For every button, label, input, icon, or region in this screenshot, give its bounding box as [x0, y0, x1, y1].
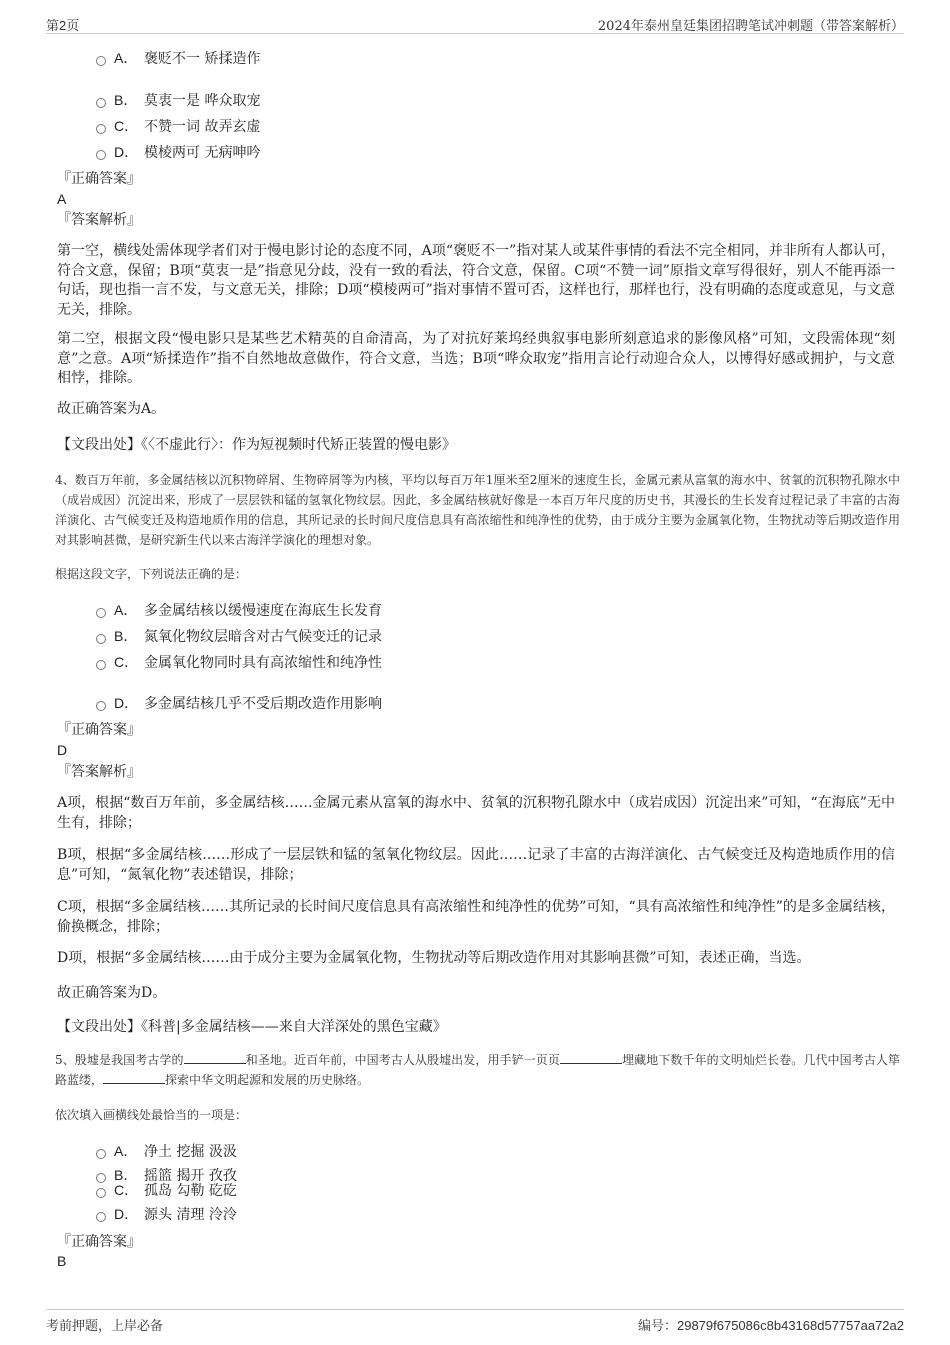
- radio-icon[interactable]: [96, 608, 106, 618]
- radio-icon[interactable]: [96, 1149, 106, 1159]
- option-letter: C．: [114, 118, 139, 134]
- option-letter: C．: [114, 1182, 139, 1198]
- question-4-stem: 根据这段文字，下列说法正确的是：: [55, 567, 248, 581]
- radio-icon[interactable]: [96, 124, 106, 134]
- option-letter: C．: [114, 654, 139, 670]
- option-text: 金属氧化物同时具有高浓缩性和纯净性: [144, 655, 382, 671]
- analysis-conclusion: 故正确答案为A。: [57, 401, 166, 417]
- analysis-paragraph: 第一空，横线处需体现学者们对于慢电影讨论的态度不同，A项“褒贬不一”指对某人或某件事情的看法不完全相同，并非所有人都认可，符合文意，保留；B项“莫衷一是”指意见分歧，没有一致的看法，符合文意，保留。C项“不赞一词”原指文章写得很好，别人不能再添一句话，现也指一言不发，与文意无关，排除；D项“模棱两可”指对事情不置可否，这样也行，那样也行，没有明确的态度或意见，与文意无关，排除。: [57, 243, 895, 318]
- radio-icon[interactable]: [96, 1188, 106, 1198]
- code-label: 编号：: [637, 1319, 677, 1334]
- option-letter: D．: [114, 1206, 139, 1222]
- option-text: 源头 清理 泠泠: [144, 1207, 237, 1223]
- correct-answer: A: [57, 191, 67, 207]
- option-letter: A．: [114, 50, 138, 66]
- option-letter: A．: [114, 1143, 138, 1159]
- option-letter: A．: [114, 602, 138, 618]
- option-4b[interactable]: [96, 627, 382, 646]
- option-text: 不赞一词 故弄玄虚: [144, 119, 261, 135]
- page-number: 第2页: [46, 18, 80, 33]
- answer-label: 『正确答案』: [57, 722, 141, 738]
- option-text: 摇篮 揭开 孜孜: [144, 1168, 237, 1184]
- document-title: 2024年泰州皇廷集团招聘笔试冲刺题（带答案解析）: [597, 19, 904, 34]
- option-letter: D．: [114, 695, 139, 711]
- page-footer: [46, 1309, 904, 1334]
- analysis-paragraph: C项，根据“多金属结核……其所记录的长时间尺度信息具有高浓缩性和纯净性的优势”可知，“具有高浓缩性和纯净性”的是多金属结核，偷换概念，排除；: [57, 899, 895, 935]
- code-value: 29879f675086c8b43168d57757aa72a2: [676, 1318, 904, 1333]
- fill-blank[interactable]: [103, 1071, 165, 1084]
- analysis-label: 『答案解析』: [57, 764, 141, 780]
- footer-slogan: 考前押题，上岸必备: [46, 1319, 164, 1334]
- question-5-stem: 依次填入画横线处最恰当的一项是：: [55, 1108, 248, 1122]
- option-letter: B．: [114, 92, 138, 108]
- option-4a[interactable]: [96, 601, 382, 620]
- analysis-label: 『答案解析』: [57, 212, 141, 228]
- source-citation: 【文段出处】《〈不虚此行〉：作为短视频时代矫正装置的慢电影》: [57, 437, 456, 453]
- option-text: 褒贬不一 矫揉造作: [144, 51, 261, 67]
- radio-icon[interactable]: [96, 98, 106, 108]
- question-5-part: 埋藏地下数千年的文明灿烂长卷。几代中国考古人筚路蓝缕，: [55, 1053, 900, 1087]
- analysis-paragraph: D项，根据“多金属结核……由于成分主要为金属氧化物，生物扰动等后期改造作用对其影响甚微”可知，表述正确，当选。: [57, 950, 811, 966]
- radio-icon[interactable]: [96, 150, 106, 160]
- option-5c[interactable]: [96, 1181, 237, 1200]
- question-5-part: 和圣地。近百年前，中国考古人从殷墟出发，用手铲一页页: [245, 1053, 560, 1067]
- fill-blank[interactable]: [560, 1051, 622, 1064]
- radio-icon[interactable]: [96, 660, 106, 670]
- radio-icon[interactable]: [96, 56, 106, 66]
- analysis-conclusion: 故正确答案为D。: [57, 985, 167, 1001]
- option-text: 孤岛 勾勒 矻矻: [144, 1183, 237, 1199]
- option-5a[interactable]: [96, 1142, 237, 1161]
- radio-icon[interactable]: [96, 634, 106, 644]
- question-5-text: [55, 1050, 900, 1090]
- option-4d[interactable]: [96, 694, 382, 713]
- fill-blank[interactable]: [184, 1051, 246, 1064]
- source-citation: 【文段出处】《科普|多金属结核——来自大洋深处的黑色宝藏》: [57, 1019, 447, 1035]
- document-code: [638, 1315, 904, 1334]
- option-letter: D．: [114, 144, 139, 160]
- question-5-part: 5、殷墟是我国考古学的: [55, 1053, 184, 1067]
- answer-label: 『正确答案』: [57, 171, 141, 187]
- question-4-text: 4、数百万年前，多金属结核以沉积物碎屑、生物碎屑等为内核，平均以每百万年1厘米至2厘米的速度生长，金属元素从富氧的海水中、贫氧的沉积物孔隙水中（成岩成因）沉淀出来，形成了一层层铁和锰的氢氧化物纹层。因此，多金属结核就好像是一本百万年尺度的历史书，其漫长的生长发育过程记录了丰富的古海洋演化、古气候变迁及构造地质作用的信息，其所记录的长时间尺度信息具有高浓缩性和纯净性的优势，由于成分主要为金属氧化物，生物扰动等后期改造作用对其影响甚微，是研究新生代以来古海洋学演化的理想对象。: [55, 473, 900, 547]
- option-3b[interactable]: [96, 91, 260, 110]
- option-text: 模棱两可 无病呻吟: [144, 145, 261, 161]
- option-3c[interactable]: [96, 117, 260, 136]
- analysis-paragraph: B项，根据“多金属结核……形成了一层层铁和锰的氢氧化物纹层。因此……记录了丰富的古海洋演化、古气候变迁及构造地质作用的信息”可知，“氮氧化物”表述错误，排除；: [57, 847, 895, 883]
- option-text: 多金属结核以缓慢速度在海底生长发育: [144, 603, 382, 619]
- radio-icon[interactable]: [96, 1212, 106, 1222]
- correct-answer: B: [57, 1253, 67, 1269]
- option-text: 氮氧化物纹层暗含对古气候变迁的记录: [144, 629, 382, 645]
- option-letter: B．: [114, 628, 138, 644]
- analysis-paragraph: A项，根据“数百万年前，多金属结核……金属元素从富氧的海水中、贫氧的沉积物孔隙水中（成岩成因）沉淀出来”可知，“在海底”无中生有，排除；: [57, 795, 895, 831]
- option-letter: B．: [114, 1167, 138, 1183]
- option-3a[interactable]: [96, 49, 260, 68]
- option-text: 莫衷一是 哗众取宠: [144, 93, 261, 109]
- option-3d[interactable]: [96, 143, 260, 162]
- page-header: [46, 13, 904, 34]
- option-4c[interactable]: [96, 653, 382, 672]
- option-text: 多金属结核几乎不受后期改造作用影响: [144, 696, 382, 712]
- radio-icon[interactable]: [96, 701, 106, 711]
- correct-answer: D: [57, 742, 68, 758]
- question-5-part: 探索中华文明起源和发展的历史脉络。: [165, 1073, 370, 1087]
- analysis-paragraph: 第二空，根据文段“慢电影只是某些艺术精英的自命清高，为了对抗好莱坞经典叙事电影所刻意追求的影像风格”可知，文段需体现“刻意”之意。A项“矫揉造作”指不自然地故意做作，符合文意，当选；B项“哗众取宠”指用言论行动迎合众人，以博得好感或拥护，与文意相悖，排除。: [57, 331, 895, 386]
- answer-label: 『正确答案』: [57, 1234, 141, 1250]
- option-text: 净土 挖掘 汲汲: [144, 1144, 237, 1160]
- option-5d[interactable]: [96, 1205, 237, 1224]
